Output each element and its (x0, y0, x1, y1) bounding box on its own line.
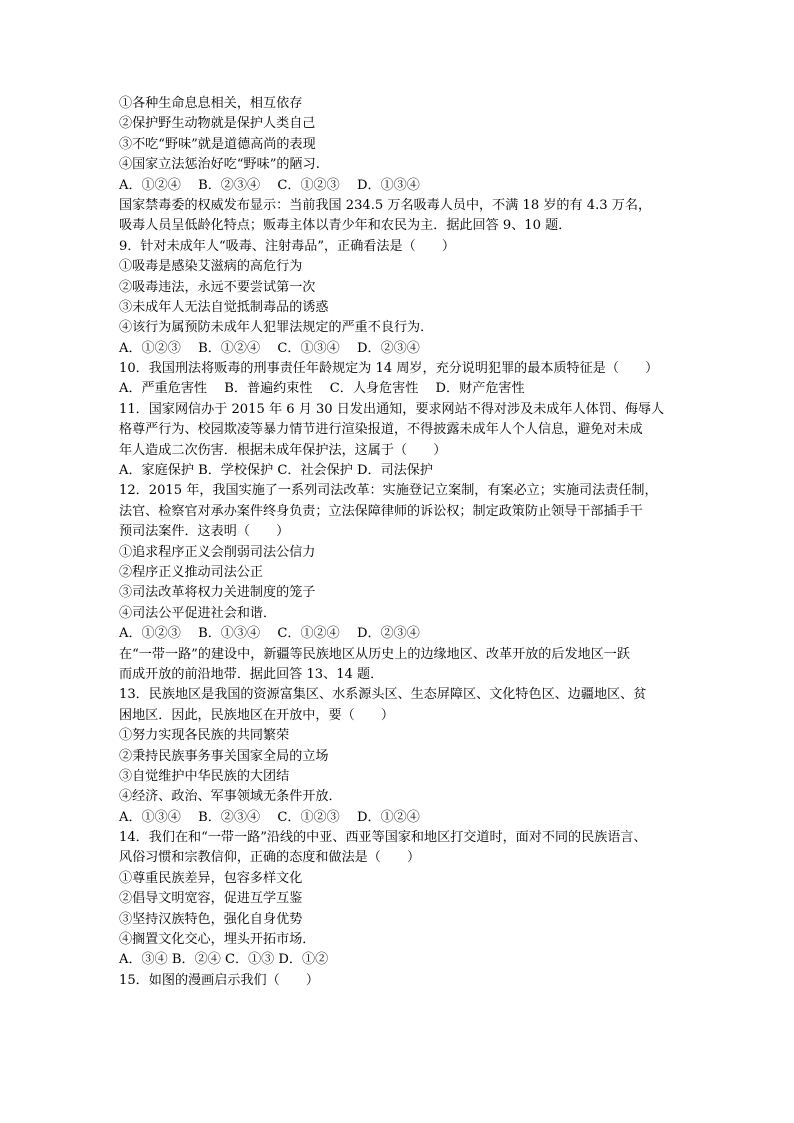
document-page (119, 94, 684, 991)
option-line: ②吸毒违法，永远不要尝试第一次 (119, 279, 316, 295)
option-line: ③未成年人无法自觉抵制毒品的诱惑 (119, 299, 329, 315)
passage-text: 吸毒人员呈低龄化特点；贩毒主体以青少年和农民为主．据此回答 9、10 题． (119, 218, 572, 234)
option-line: ②程序正义推动司法公正 (119, 564, 264, 580)
answer-choices: A．家庭保护 B．学校保护 C．社会保护 D．司法保护 (119, 463, 433, 479)
option-line: ④该行为属预防未成年人犯罪法规定的严重不良行为． (119, 320, 434, 336)
passage-text: 国家禁毒委的权威发布显示：当前我国 234.5 万名吸毒人员中，不满 18 岁的有 4.3 万名， (119, 197, 652, 213)
option-line: ②保护野生动物就是保护人类自己 (119, 116, 316, 132)
question-9: 9．针对未成年人“吸毒、注射毒品”，正确看法是（ ） (119, 238, 455, 254)
answer-choices: A．①②③ B．①②④ C．①③④ D．②③④ (119, 340, 420, 356)
option-line: ③自觉维护中华民族的大团结 (119, 768, 290, 784)
answer-choices: A．③④ B．②④ C．①③ D．①② (119, 952, 329, 968)
question-13: 13．民族地区是我国的资源富集区、水系源头区、生态屏障区、文化特色区、边疆地区、贫 (119, 687, 647, 703)
question-14: 14．我们在和“一带一路”沿线的中亚、西亚等国家和地区打交道时，面对不同的民族语言、 (119, 830, 647, 846)
question-11: 年人造成二次伤害．根据未成年保护法，这属于（ ） (119, 442, 447, 458)
answer-choices: A．①②③ B．①③④ C．①②④ D．②③④ (119, 626, 420, 642)
option-line: ③司法改革将权力关进制度的笼子 (119, 585, 316, 601)
option-line: ①尊重民族差异，包容多样文化 (119, 870, 303, 886)
answer-choices: A．①②④ B．②③④ C．①②③ D．①③④ (119, 177, 420, 193)
question-14: 风俗习惯和宗教信仰，正确的态度和做法是（ ） (119, 850, 421, 866)
option-line: ④经济、政治、军事领域无条件开放． (119, 789, 342, 805)
option-line: ①吸毒是感染艾滋病的高危行为 (119, 259, 303, 275)
question-12: 预司法案件．这表明（ ） (119, 524, 290, 540)
question-12: 法官、检察官对承办案件终身负责；立法保障律师的诉讼权；制定政策防止领导干部插手干 (119, 503, 643, 519)
question-13: 困地区．因此，民族地区在开放中，要（ ） (119, 707, 394, 723)
option-line: ④司法公平促进社会和谐． (119, 605, 277, 621)
option-line: ①追求程序正义会削弱司法公信力 (119, 544, 316, 560)
option-line: ③坚持汉族特色，强化自身优势 (119, 911, 303, 927)
answer-choices: A．严重危害性 B．普遍约束性 C．人身危害性 D．财产危害性 (119, 381, 525, 397)
option-line: ③不吃“野味”就是道德高尚的表现 (119, 136, 316, 152)
question-10: 10．我国刑法将贩毒的刑事责任年龄规定为 14 周岁，充分说明犯罪的最本质特征是（ ） (119, 361, 659, 377)
question-11: 11．国家网信办于 2015 年 6 月 30 日发出通知，要求网站不得对涉及未成年人体罚、侮辱人 (119, 401, 665, 417)
passage-text: 而成开放的前沿地带．据此回答 13、14 题． (119, 666, 384, 682)
question-12: 12．2015 年，我国实施了一系列司法改革：实施登记立案制，有案必立；实施司法责任制， (119, 483, 658, 499)
question-11: 格尊严行为、校园欺凌等暴力情节进行渲染报道，不得披露未成年人个人信息，避免对未成 (119, 422, 643, 438)
option-line: ②秉持民族事务事关国家全局的立场 (119, 748, 329, 764)
option-line: ④国家立法惩治好吃“野味”的陋习. (119, 157, 320, 173)
answer-choices: A．①③④ B．②③④ C．①②③ D．①②④ (119, 809, 420, 825)
option-line: ④搁置文化交心，埋头开拓市场． (119, 932, 316, 948)
option-line: ①努力实现各民族的共同繁荣 (119, 728, 290, 744)
passage-text: 在“一带一路”的建设中，新疆等民族地区从历史上的边缘地区、改革开放的后发地区一跃 (119, 646, 630, 662)
option-line: ②倡导文明宽容，促进互学互鉴 (119, 891, 303, 907)
option-line: ①各种生命息息相关，相互依存 (119, 96, 303, 111)
question-15: 15．如图的漫画启示我们（ ） (119, 972, 319, 988)
